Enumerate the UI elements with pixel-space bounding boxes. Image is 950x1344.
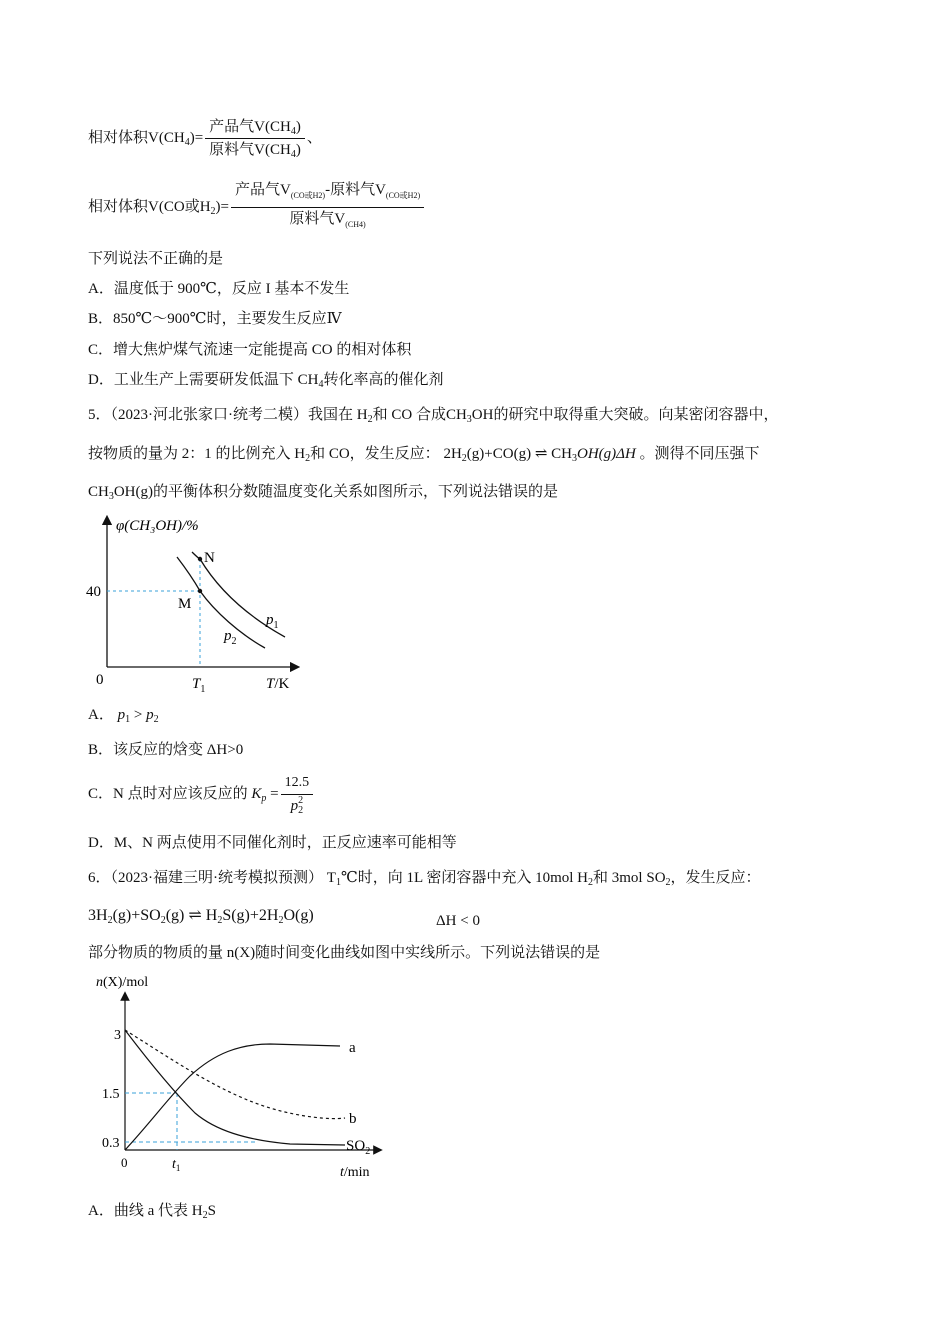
q4-option-c: C．增大焦炉煤气流速一定能提高 CO 的相对体积	[88, 342, 412, 358]
curve-p1-label: $p_1$	[266, 612, 279, 631]
y-tick-0.3: 0.3	[102, 1136, 120, 1151]
q4-option-b: B．850℃～900℃时，主要发生反应Ⅳ	[88, 311, 342, 327]
chart-moles-vs-time	[90, 968, 390, 1183]
q5-option-d: D．M、N 两点使用不同催化剂时，正反应速率可能相等	[88, 835, 457, 851]
kp-fraction: $\frac{12.5}{p^2_2}$	[281, 773, 314, 816]
q6-line3: 部分物质的物质的量 n(X)随时间变化曲线如图中实线所示。下列说法错误的是	[88, 945, 601, 961]
q5-option-c: C．N 点时对应该反应的 $K_p$ = $\frac{12.5}{p^2_2}$	[88, 772, 315, 816]
curve-p2-label: $p_2$	[224, 628, 237, 647]
q5-equation: $2H_2(g)+CO(g)$ ⇌ $CH_3OH(g)\Delta H$	[443, 446, 636, 464]
q4-stem: 下列说法不正确的是	[88, 251, 224, 267]
q6-delta-h: ΔH < 0	[436, 913, 480, 929]
x-axis-label: t/min	[340, 1165, 370, 1180]
q4-option-a: A．温度低于 900℃，反应 I 基本不发生	[88, 281, 350, 297]
y-tick-3: 3	[114, 1028, 121, 1043]
y-tick-40: 40	[86, 584, 101, 600]
y-axis-label: n(X)/mol	[96, 975, 149, 990]
formula-relative-volume-co-h2: 相对体积V(CO或$H_2)=$ $\frac{产品气V_{(CO或H2)}-原料气V_{(CO或H2)}}{原料气V_{(CH4)}}$	[88, 180, 426, 235]
fraction-ch4: $\frac{产品气V(CH_4)}{原料气V(CH_4)}$	[205, 117, 305, 160]
q5-option-b: B．该反应的焓变 ΔH>0	[88, 742, 244, 758]
curve-b-dashed	[125, 1030, 345, 1119]
curve-b-label: b	[349, 1111, 357, 1127]
y-tick-1.5: 1.5	[102, 1087, 120, 1102]
x-tick-t1: $T_1$	[192, 676, 206, 695]
curve-so2	[125, 1030, 345, 1145]
q6-option-a: A．曲线 a 代表 $H_2S$	[88, 1203, 216, 1221]
x-axis-label: T/K	[266, 676, 290, 692]
chart-methanol-fraction-vs-temperature	[80, 512, 310, 697]
q5-line2: 按物质的量为 2：1 的比例充入 $H_2$和 CO，发生反应： $2H_2(g)+CO(g)$ ⇌ $CH_3OH(g)\Delta H$ 。测得不同压强下	[88, 446, 760, 464]
point-m	[198, 589, 202, 593]
q5-line3: $CH_3OH(g)$的平衡体积分数随温度变化关系如图所示，下列说法错误的是	[88, 484, 559, 502]
point-n	[198, 557, 202, 561]
origin-label: 0	[96, 672, 104, 688]
curve-a	[125, 1044, 340, 1150]
curve-a-label: a	[349, 1040, 356, 1056]
curve-so2-label: $SO_2$	[346, 1138, 371, 1157]
point-n-label: N	[204, 550, 215, 566]
fraction-co-h2: $\frac{产品气V_{(CO或H2)}-原料气V_{(CO或H2)}}{原料气V_{(CH4)}}$	[231, 180, 424, 235]
q5-line1: 5．（2023·河北张家口·统考二模）我国在 $H_2$和 CO 合成$CH_3OH$的研究中取得重大突破。向某密闭容器中，	[88, 407, 779, 425]
q6-equation: $3H_2(g)+SO_2(g)$ ⇌ $H_2S(g)+2H_2O(g)$	[88, 907, 314, 926]
q6-line1: 6．（2023·福建三明·统考模拟预测） $T_1℃$时，向 1L 密闭容器中充入 10mol $H_2$和 3mol $SO_2$，发生反应：	[88, 870, 761, 888]
y-axis-label: φ(CH₃OH)/%	[116, 518, 199, 534]
origin-label: 0	[121, 1155, 128, 1170]
x-tick-t1: $t_1$	[172, 1157, 181, 1173]
point-m-label: M	[178, 596, 192, 612]
q5-option-a: A． $p_1 > p_2$	[88, 707, 159, 725]
q4-option-d: D．工业生产上需要研发低温下 $CH_4$转化率高的催化剂	[88, 372, 444, 390]
formula-relative-volume-ch4: 相对体积$V(CH_4)=$ $\frac{产品气V(CH_4)}{原料气V(CH_4)}$ 、	[88, 119, 322, 161]
